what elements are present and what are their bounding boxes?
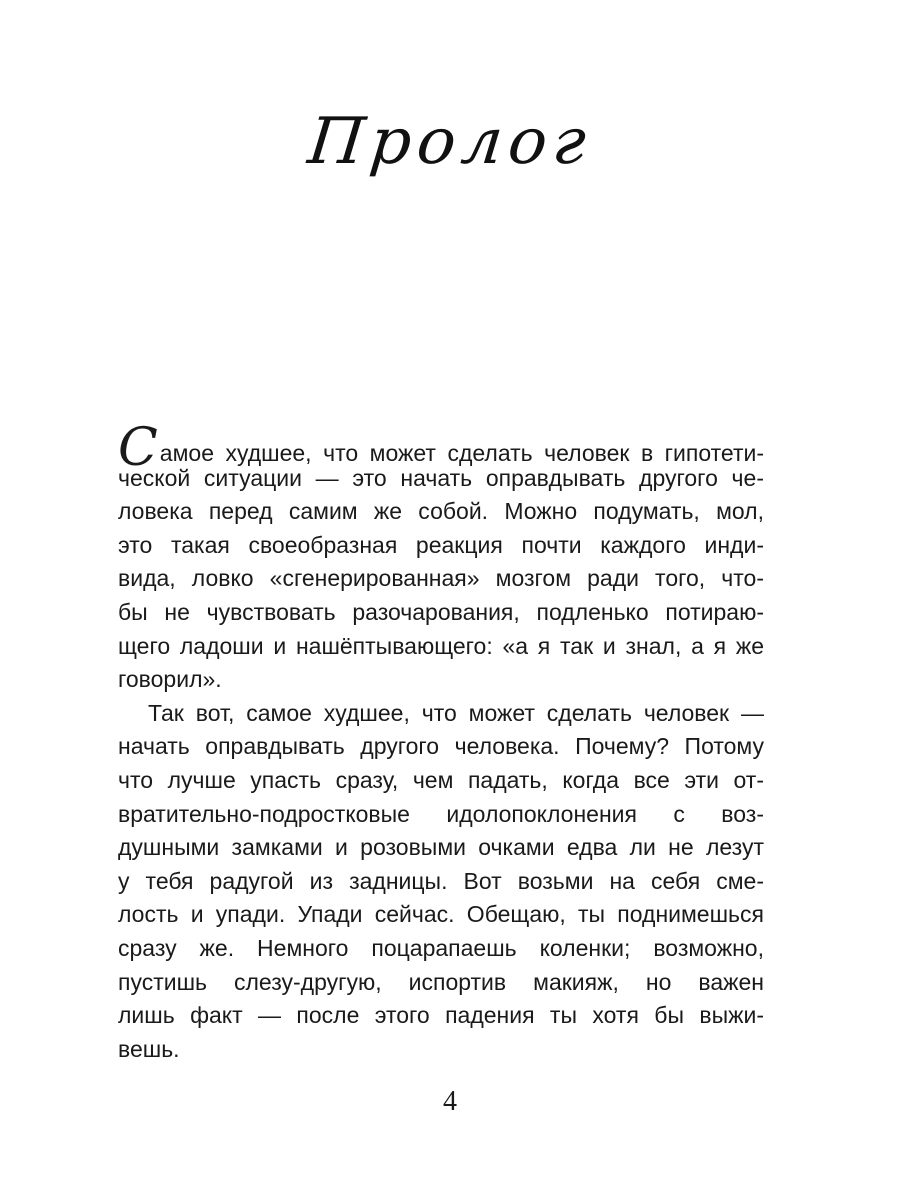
text-line: это такая своеобразная реакция почти каждого инди- [118, 531, 764, 558]
text-line: начать оправдывать другого человека. Почему? Потому [118, 733, 764, 760]
text-line: вешь. [118, 1035, 180, 1062]
text-line: вратительно-подростковые идолопоклонения с воз- [118, 800, 764, 827]
text-line: у тебя радугой из задницы. Вот возьми на себя сме- [118, 867, 764, 894]
text-line: ловека перед самим же собой. Можно подумать, мол, [118, 498, 764, 525]
page-number: 4 [443, 1086, 457, 1117]
text-line: бы не чувствовать разочарования, подленько потираю- [118, 598, 764, 625]
chapter-title: Пролог [304, 105, 596, 179]
drop-cap: С [118, 418, 158, 478]
body-text [118, 418, 764, 1066]
text-line: говорил». [118, 666, 222, 693]
text-line: лишь факт — после этого падения ты хотя бы выжи- [118, 1002, 764, 1029]
text-line: вида, ловко «сгенерированная» мозгом ради того, что- [118, 565, 764, 592]
text-line: Так вот, самое худшее, что может сделать человек — [148, 699, 764, 726]
text-line: пустишь слезу-другую, испортив макияж, но важен [118, 968, 764, 995]
text-line: щего ладоши и нашёптывающего: «а я так и знал, а я же [118, 632, 764, 659]
text-line-content: амое худшее, что может сделать человек в гипотети- [159, 440, 764, 466]
text-line: душными замками и розовыми очками едва ли не лезут [118, 834, 764, 861]
text-line: что лучше упасть сразу, чем падать, когда все эти от- [118, 766, 764, 793]
text-line: сразу же. Немного поцарапаешь коленки; возможно, [118, 934, 764, 961]
text-line: лость и упади. Упади сейчас. Обещаю, ты поднимешься [118, 901, 764, 928]
text-line: ческой ситуации — это начать оправдывать другого че- [118, 464, 764, 491]
